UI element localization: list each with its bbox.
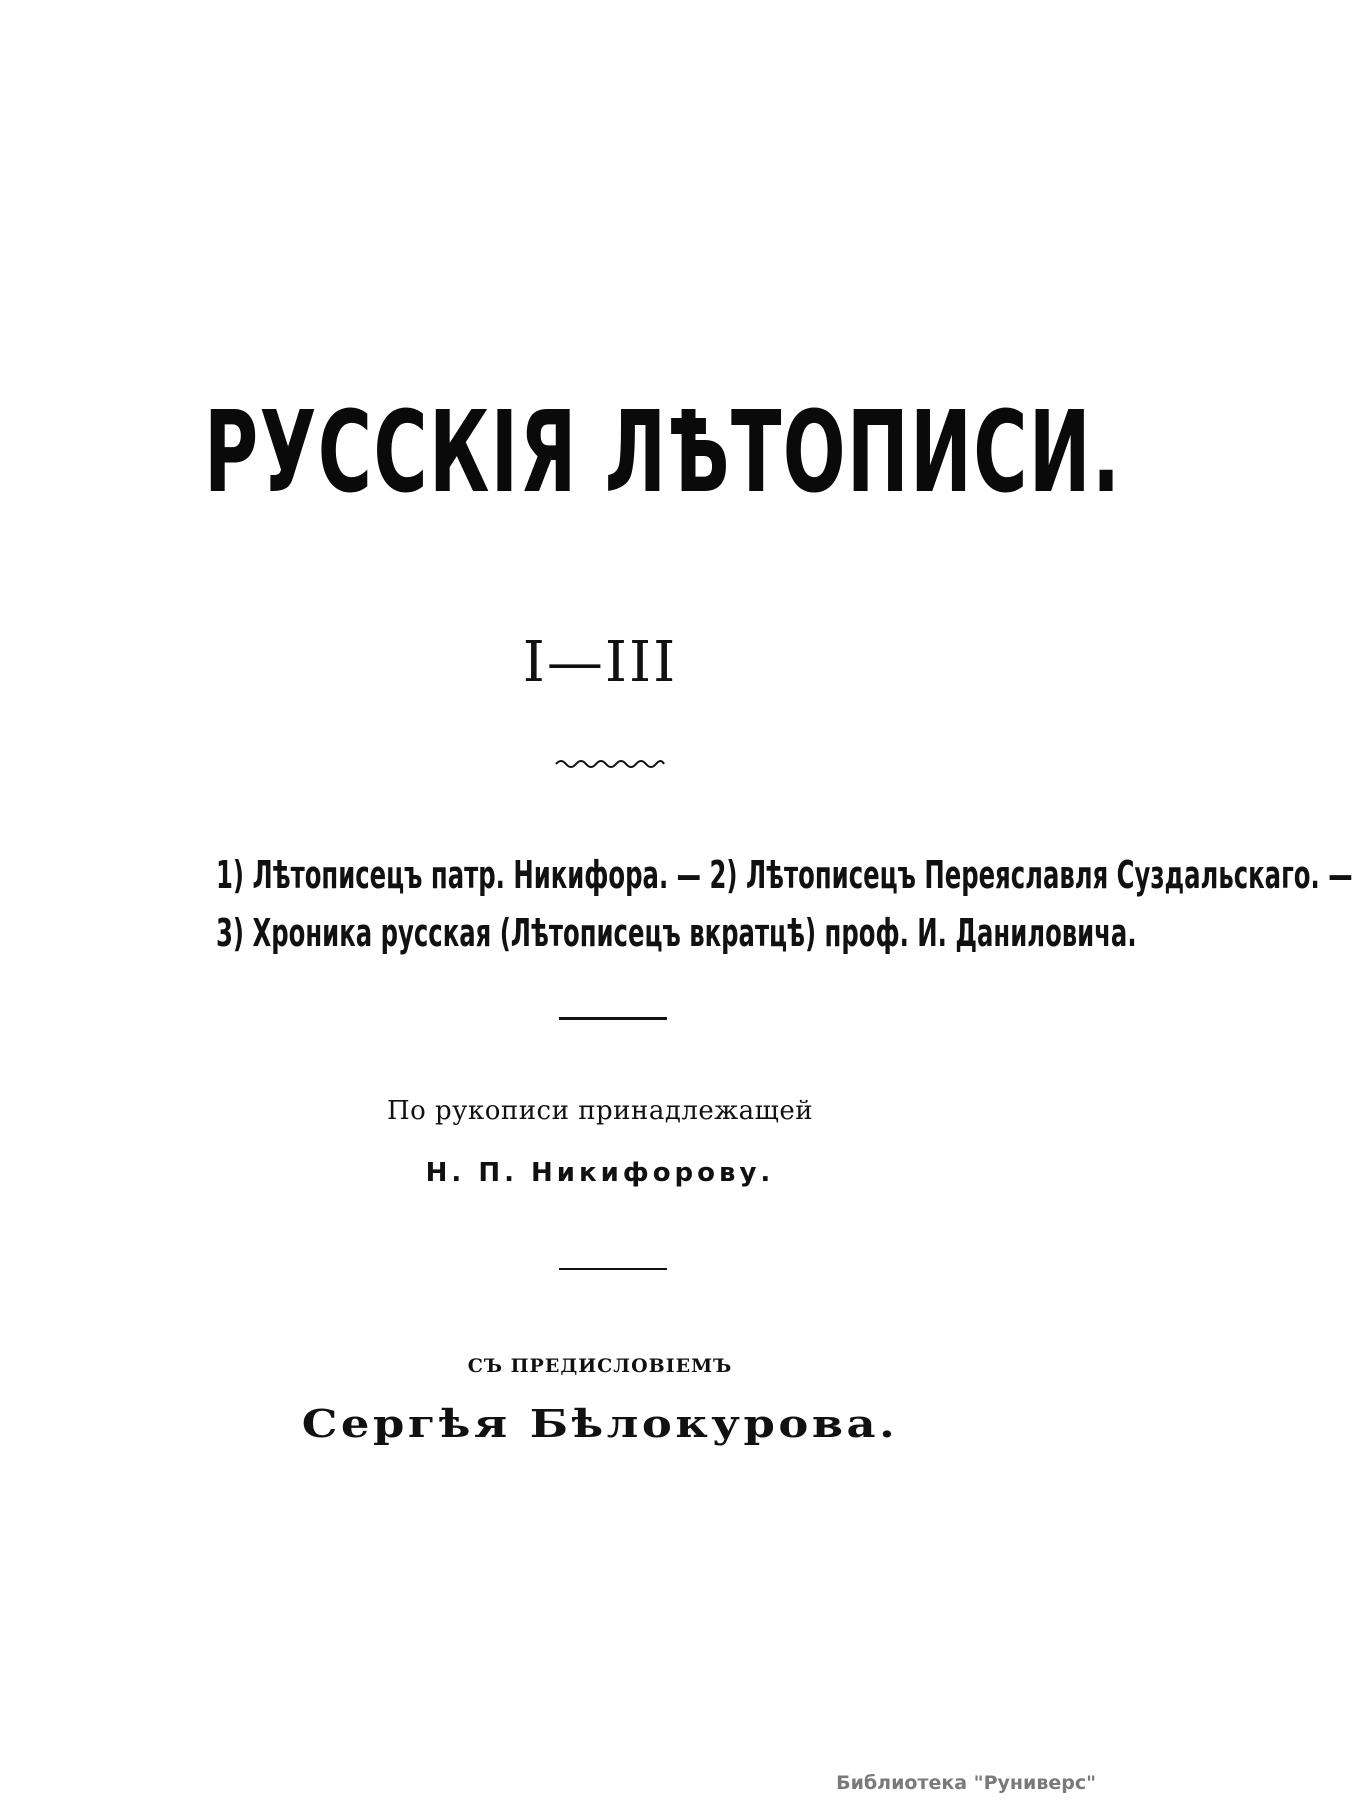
preface-author: Сергѣя Бѣлокурова. bbox=[301, 1401, 899, 1446]
contents-list bbox=[216, 846, 1353, 962]
volume-range: I—III bbox=[522, 630, 678, 695]
wavy-ornament-divider bbox=[554, 756, 666, 770]
manuscript-owner: Н. П. Никифорову. bbox=[425, 1158, 775, 1188]
divider-rule bbox=[559, 1268, 667, 1270]
contents-line-2: 3) Хроника русская (Лѣтописецъ вкратцѣ) проф. И. Даниловича. bbox=[216, 911, 1137, 955]
manuscript-attribution: По рукописи принадлежащей bbox=[386, 1096, 814, 1126]
preface-label: СЪ ПРЕДИСЛОВІЕМЪ bbox=[467, 1355, 733, 1377]
library-watermark: Библиотека "Руниверс" bbox=[836, 1772, 1096, 1794]
contents-line-1: 1) Лѣтописецъ патр. Никифора. — 2) Лѣтописецъ Переяславля Суздальскаго. — bbox=[216, 853, 1353, 897]
divider-rule bbox=[559, 1017, 667, 1020]
book-title: РУССКІЯ ЛѢТОПИСИ. bbox=[203, 388, 1122, 518]
